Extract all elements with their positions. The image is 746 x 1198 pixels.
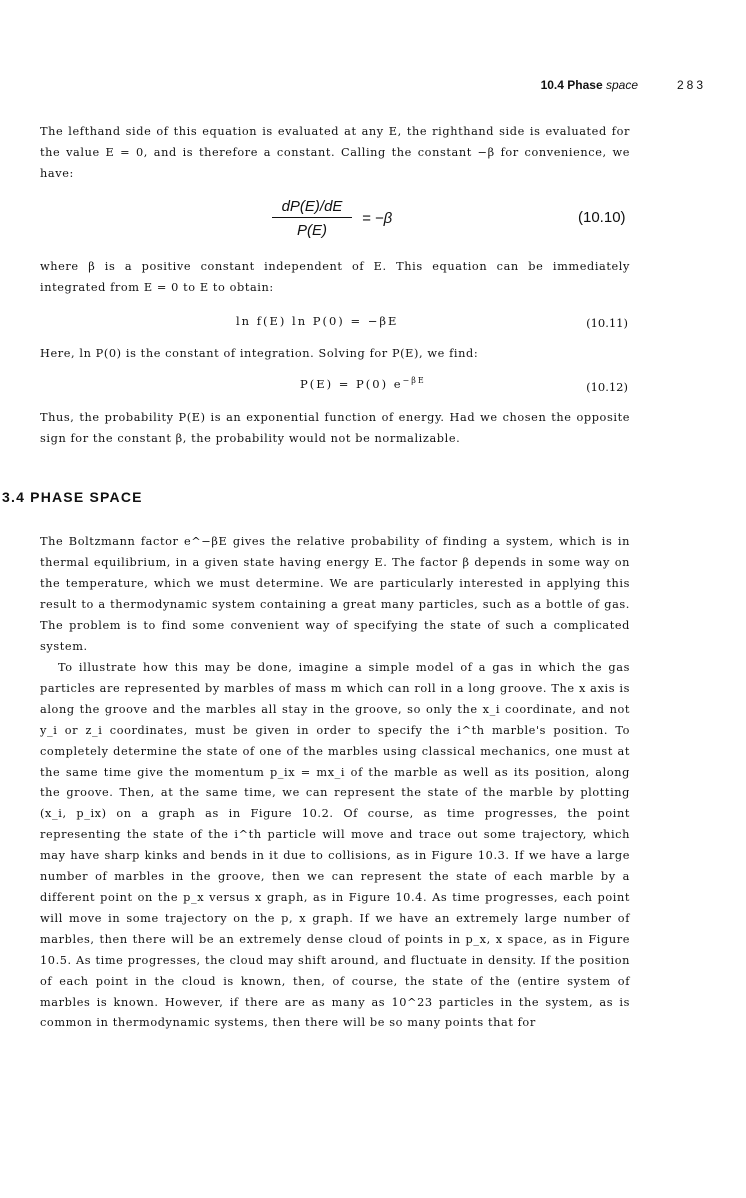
paragraph-3: Here, ln P(0) is the constant of integration. Solving for P(E), we find:	[40, 347, 479, 360]
equation-10-11: ln f(E) ln P(0) = −βE	[236, 314, 399, 328]
equation-10-12: P(E) = P(0) $e^{-\beta E}$	[300, 376, 426, 391]
equation-10-10-fraction	[272, 198, 352, 239]
paragraph-4: Thus, the probability P(E) is an exponential function of energy. Had we chosen the opposite sign for the constant β, the probability would not be normalizable.	[40, 411, 630, 445]
equation-denominator: P(E)	[297, 222, 327, 239]
page-number: 283	[676, 78, 706, 92]
running-head	[40, 78, 706, 96]
equation-10-12-number: (10.12)	[586, 380, 628, 394]
paragraph-6: To illustrate how this may be done, imagine a simple model of a gas in which the gas particles are represented by marbles of mass m which can roll in a long groove. The x axis is along the groove and the marbles all stay in the groove, so only the x_i coordinate, and not y_i or z_i coordinates, must be given in order to specify the i^th marble's position. To completely determine the state of one of the marbles using classical mechanics, one must at the same time give the momentum p_ix = mx_i of the marble as well as its position, along the groove. Then, at the same time, we can represent the state of the marble by plotting (x_i, p_ix) on a graph as in Figure 10.2. Of course, as time progresses, the point representing the state of the i^th particle will move and trace out some trajectory, which may have sharp kinks and bends in it due to collisions, as in Figure 10.3. If we have a large number of marbles in the groove, then we can represent the state of each marble by a different point on the p_x versus x graph, as in Figure 10.4. As time progresses, each point will move in some trajectory on the p, x graph. If we have an extremely large number of marbles, then there will be an extremely dense cloud of points in p_x, x space, as in Figure 10.5. As time progresses, the cloud may shift around, and fluctuate in density. If the position of each point in the cloud is known, then, of course, the state of the (entire system of marbles is known. However, if there are as many as 10^23 particles in the system, as is common in thermodynamic systems, then there will be so many points that for	[40, 661, 630, 1030]
equation-numerator: dP(E)/dE	[272, 198, 352, 218]
running-head-title: 10.4 Phase space	[540, 78, 638, 92]
paragraph-2: where β is a positive constant independent of E. This equation can be immediately integrated from E = 0 to E to obtain:	[40, 260, 630, 294]
section-heading: 3.4 PHASE SPACE	[2, 489, 143, 505]
equation-10-10-rhs: = −β	[362, 210, 393, 227]
equation-10-11-number: (10.11)	[586, 316, 628, 330]
paragraph-1: The lefthand side of this equation is evaluated at any E, the righthand side is evaluated for the value E = 0, and is therefore a constant. Calling the constant −β for convenience, we have:	[40, 125, 630, 180]
paragraph-5: The Boltzmann factor e^−βE gives the relative probability of finding a system, which is in thermal equilibrium, in a given state having energy E. The factor β depends in some way on the temperature, which we must determine. We are particularly interested in applying this result to a thermodynamic system containing a great many particles, such as a bottle of gas. The problem is to find some convenient way of specifying the state of such a complicated system.	[40, 535, 630, 653]
exponent: −βE	[402, 376, 426, 385]
equation-10-10-number: (10.10)	[578, 209, 626, 226]
